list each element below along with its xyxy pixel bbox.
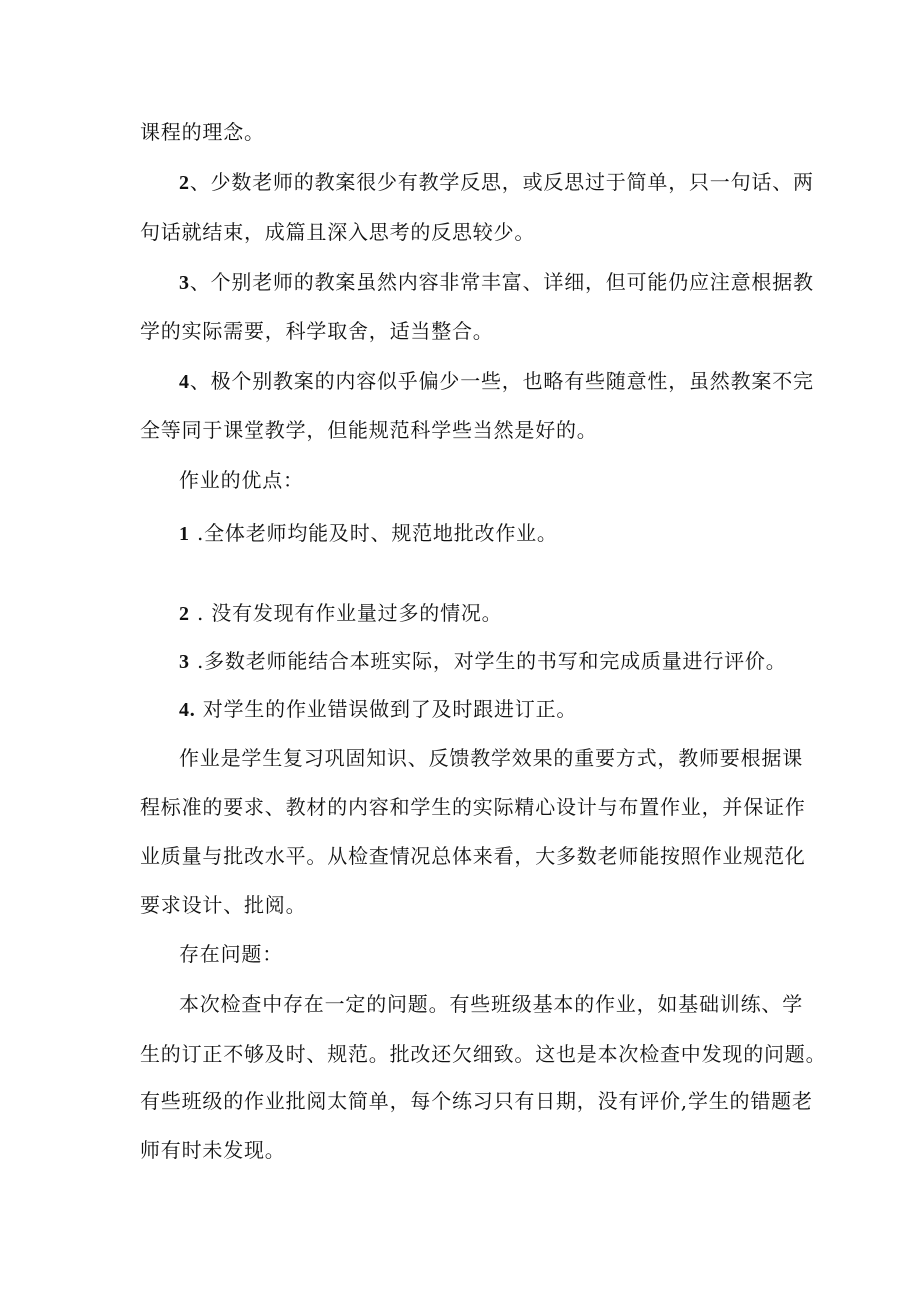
paragraph-line: 要求设计、批阅。 [140, 893, 307, 917]
item-number: 4 [179, 371, 190, 393]
item-number: 3 [179, 272, 190, 294]
item-number: 2 [179, 603, 190, 625]
item-number: 2 [179, 172, 190, 194]
paragraph-line: 生的订正不够及时、规范。批改还欠细致。这也是本次检查中发现的问题。 [140, 1042, 827, 1066]
list-item-2 [179, 168, 814, 197]
paragraph-line: 师有时未发现。 [140, 1138, 286, 1162]
list-item-4 [179, 367, 814, 396]
list-item-2 [179, 599, 839, 628]
paragraph-line: 业质量与批改水平。从检查情况总体来看，大多数老师能按照作业规范化 [140, 844, 806, 868]
item-text: 、个别老师的教案虽然内容非常丰富、详细，但可能仍应注意根据教 [189, 270, 814, 294]
list-item-3 [179, 647, 839, 676]
item-number: 1 [179, 523, 190, 545]
list-item-4 [179, 695, 839, 724]
paragraph-line: 有些班级的作业批阅太简单，每个练习只有日期，没有评价,学生的错题老 [140, 1089, 813, 1113]
paragraph-line: 学的实际需要，科学取舍，适当整合。 [140, 319, 494, 343]
list-item-1 [179, 519, 839, 548]
item-text: 、极个别教案的内容似乎偏少一些，也略有些随意性，虽然教案不完 [189, 369, 814, 393]
item-number: 3 [179, 651, 190, 673]
item-number: 4. [179, 699, 196, 721]
item-text: . 没有发现有作业量过多的情况。 [189, 601, 503, 625]
paragraph-line: 作业是学生复习巩固知识、反馈教学效果的重要方式，教师要根据课 [179, 746, 803, 770]
item-text: .全体老师均能及时、规范地批改作业。 [189, 521, 558, 545]
list-item-3 [179, 268, 814, 297]
item-text: 、少数老师的教案很少有教学反思，或反思过于简单，只一句话、两 [189, 170, 814, 194]
section-heading: 存在问题： [179, 942, 283, 966]
paragraph-line: 句话就结束，成篇且深入思考的反思较少。 [140, 220, 536, 244]
paragraph-line: 课程的理念。 [140, 120, 265, 144]
section-heading: 作业的优点： [179, 468, 304, 492]
item-text: 对学生的作业错误做到了及时跟进订正。 [195, 697, 578, 721]
paragraph-line: 全等同于课堂教学，但能规范科学些当然是好的。 [140, 418, 598, 442]
paragraph-line: 程标准的要求、教材的内容和学生的实际精心设计与布置作业，并保证作 [140, 795, 806, 819]
paragraph-line: 本次检查中存在一定的问题。有些班级基本的作业，如基础训练、学 [179, 992, 803, 1016]
item-text: .多数老师能结合本班实际，对学生的书写和完成质量进行评价。 [189, 649, 787, 673]
